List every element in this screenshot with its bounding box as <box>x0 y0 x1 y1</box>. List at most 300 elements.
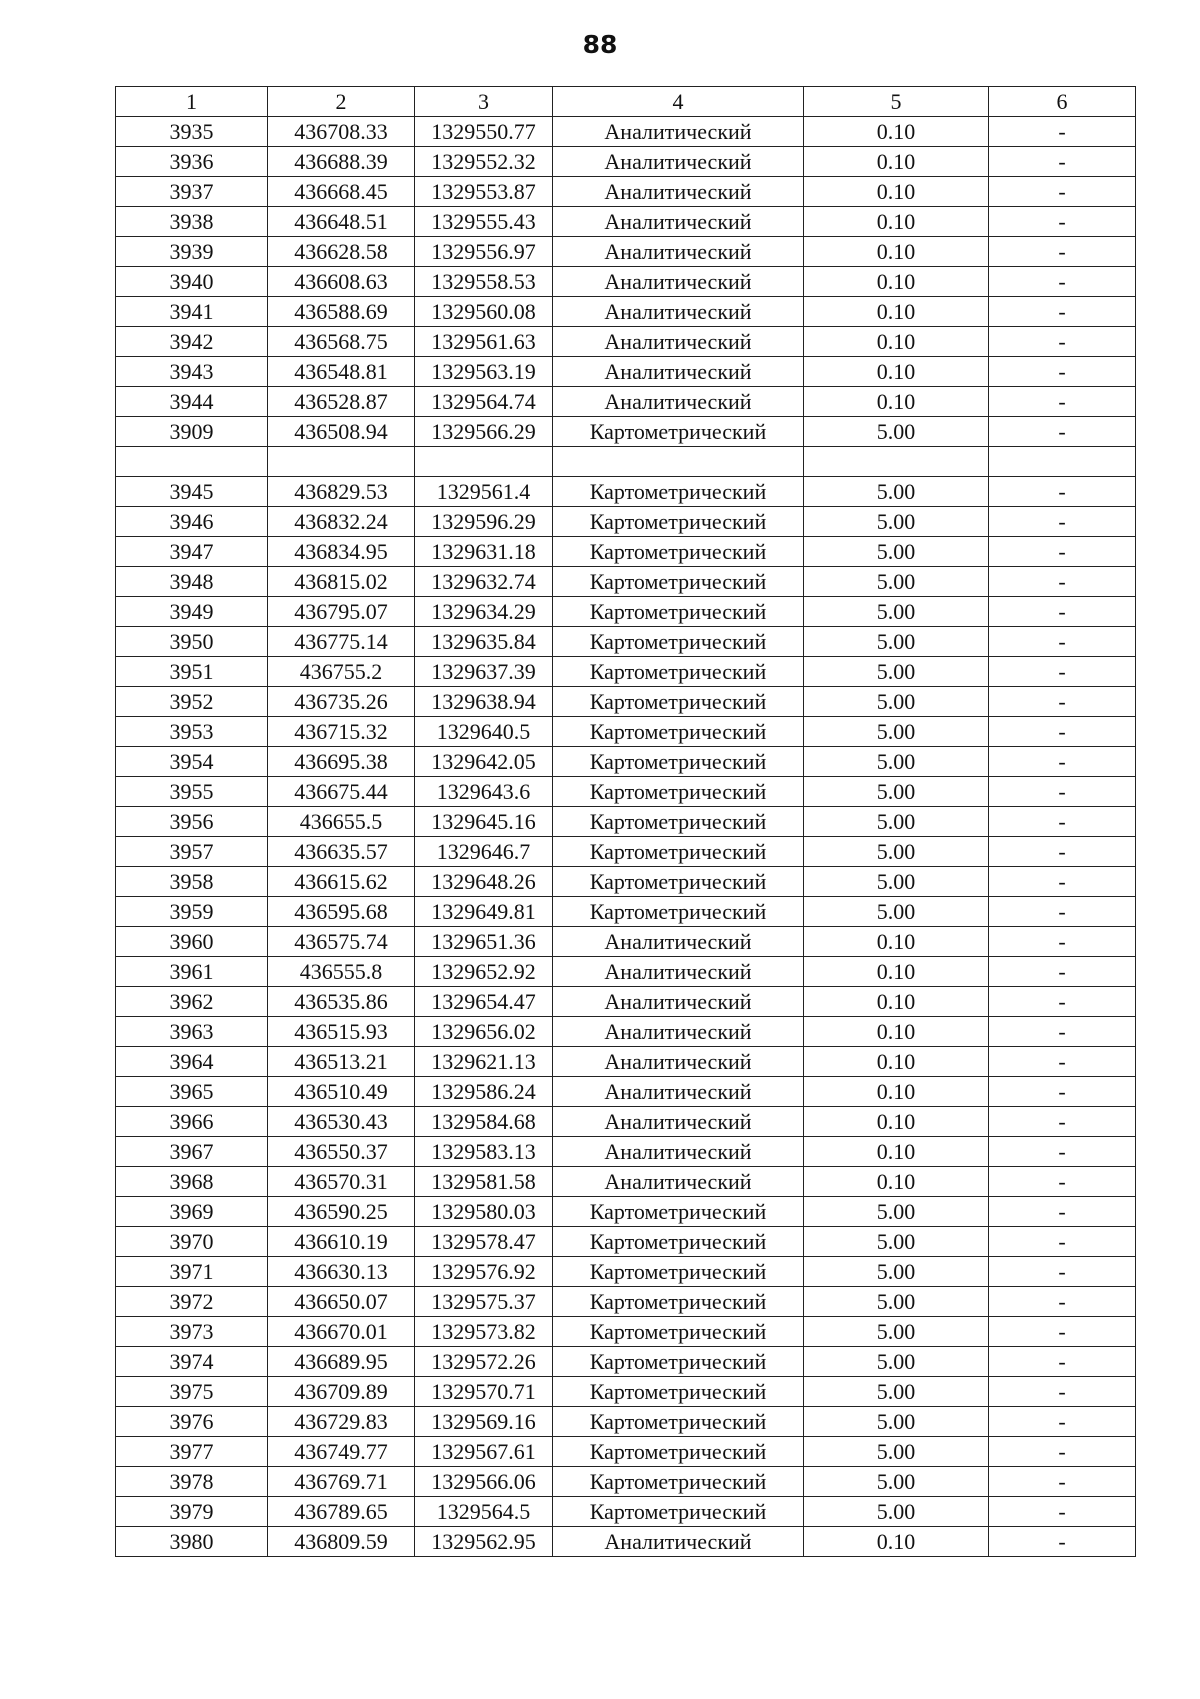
x-coordinate-cell: 436755.2 <box>268 657 415 687</box>
note-cell: - <box>989 147 1136 177</box>
point-number-cell: 3978 <box>116 1467 268 1497</box>
method-cell: Картометрический <box>553 1317 804 1347</box>
point-number-cell: 3949 <box>116 597 268 627</box>
table-row <box>116 867 1136 897</box>
x-coordinate-cell: 436735.26 <box>268 687 415 717</box>
method-cell: Аналитический <box>553 1527 804 1557</box>
point-number-cell: 3969 <box>116 1197 268 1227</box>
x-coordinate-cell: 436615.62 <box>268 867 415 897</box>
point-number-cell: 3938 <box>116 207 268 237</box>
x-coordinate-cell: 436834.95 <box>268 537 415 567</box>
table-row <box>116 987 1136 1017</box>
x-coordinate-cell: 436809.59 <box>268 1527 415 1557</box>
accuracy-cell: 5.00 <box>804 897 989 927</box>
method-cell: Аналитический <box>553 357 804 387</box>
point-number-cell: 3955 <box>116 777 268 807</box>
y-coordinate-cell: 1329656.02 <box>415 1017 553 1047</box>
table-row <box>116 1047 1136 1077</box>
table-row <box>116 837 1136 867</box>
note-cell: - <box>989 1047 1136 1077</box>
y-coordinate-cell: 1329563.19 <box>415 357 553 387</box>
note-cell <box>989 447 1136 477</box>
method-cell: Картометрический <box>553 867 804 897</box>
x-coordinate-cell: 436815.02 <box>268 567 415 597</box>
y-coordinate-cell: 1329552.32 <box>415 147 553 177</box>
y-coordinate-cell: 1329637.39 <box>415 657 553 687</box>
note-cell: - <box>989 567 1136 597</box>
y-coordinate-cell: 1329569.16 <box>415 1407 553 1437</box>
table-row <box>116 1407 1136 1437</box>
x-coordinate-cell: 436709.89 <box>268 1377 415 1407</box>
accuracy-cell: 0.10 <box>804 387 989 417</box>
note-cell: - <box>989 837 1136 867</box>
method-cell: Аналитический <box>553 207 804 237</box>
table-row <box>116 297 1136 327</box>
table-row <box>116 147 1136 177</box>
point-number-cell: 3976 <box>116 1407 268 1437</box>
y-coordinate-cell: 1329570.71 <box>415 1377 553 1407</box>
x-coordinate-cell: 436668.45 <box>268 177 415 207</box>
table-row <box>116 597 1136 627</box>
y-coordinate-cell: 1329567.61 <box>415 1437 553 1467</box>
x-coordinate-cell: 436550.37 <box>268 1137 415 1167</box>
table-row <box>116 657 1136 687</box>
accuracy-cell: 0.10 <box>804 1047 989 1077</box>
y-coordinate-cell: 1329576.92 <box>415 1257 553 1287</box>
column-header-1: 1 <box>116 87 268 117</box>
table-row <box>116 747 1136 777</box>
table-row <box>116 537 1136 567</box>
note-cell: - <box>989 1167 1136 1197</box>
y-coordinate-cell: 1329573.82 <box>415 1317 553 1347</box>
point-number-cell: 3944 <box>116 387 268 417</box>
x-coordinate-cell: 436715.32 <box>268 717 415 747</box>
table-row <box>116 807 1136 837</box>
x-coordinate-cell: 436568.75 <box>268 327 415 357</box>
point-number-cell: 3945 <box>116 477 268 507</box>
method-cell: Картометрический <box>553 1407 804 1437</box>
accuracy-cell: 0.10 <box>804 267 989 297</box>
y-coordinate-cell: 1329581.58 <box>415 1167 553 1197</box>
method-cell: Картометрический <box>553 657 804 687</box>
method-cell: Аналитический <box>553 1107 804 1137</box>
accuracy-cell: 5.00 <box>804 1467 989 1497</box>
table-row <box>116 1257 1136 1287</box>
table-row <box>116 477 1136 507</box>
y-coordinate-cell: 1329645.16 <box>415 807 553 837</box>
table-row <box>116 327 1136 357</box>
y-coordinate-cell: 1329580.03 <box>415 1197 553 1227</box>
table-row <box>116 1467 1136 1497</box>
note-cell: - <box>989 597 1136 627</box>
accuracy-cell: 0.10 <box>804 207 989 237</box>
accuracy-cell: 5.00 <box>804 1227 989 1257</box>
point-number-cell: 3956 <box>116 807 268 837</box>
method-cell: Картометрический <box>553 747 804 777</box>
note-cell: - <box>989 1107 1136 1137</box>
accuracy-cell: 5.00 <box>804 1197 989 1227</box>
x-coordinate-cell: 436610.19 <box>268 1227 415 1257</box>
method-cell <box>553 447 804 477</box>
column-header-2: 2 <box>268 87 415 117</box>
note-cell: - <box>989 807 1136 837</box>
note-cell: - <box>989 1017 1136 1047</box>
x-coordinate-cell: 436635.57 <box>268 837 415 867</box>
y-coordinate-cell: 1329632.74 <box>415 567 553 597</box>
table-row <box>116 1497 1136 1527</box>
point-number-cell <box>116 447 268 477</box>
table-row <box>116 447 1136 477</box>
accuracy-cell: 0.10 <box>804 327 989 357</box>
note-cell: - <box>989 957 1136 987</box>
note-cell: - <box>989 1377 1136 1407</box>
table-row <box>116 1197 1136 1227</box>
y-coordinate-cell: 1329572.26 <box>415 1347 553 1377</box>
accuracy-cell: 5.00 <box>804 567 989 597</box>
note-cell: - <box>989 627 1136 657</box>
method-cell: Картометрический <box>553 597 804 627</box>
table-row <box>116 237 1136 267</box>
column-header-4: 4 <box>553 87 804 117</box>
point-number-cell: 3972 <box>116 1287 268 1317</box>
point-number-cell: 3946 <box>116 507 268 537</box>
method-cell: Картометрический <box>553 1437 804 1467</box>
method-cell: Картометрический <box>553 1467 804 1497</box>
method-cell: Аналитический <box>553 1167 804 1197</box>
table-row <box>116 387 1136 417</box>
table-row <box>116 1227 1136 1257</box>
y-coordinate-cell: 1329640.5 <box>415 717 553 747</box>
accuracy-cell: 0.10 <box>804 1077 989 1107</box>
y-coordinate-cell: 1329649.81 <box>415 897 553 927</box>
accuracy-cell <box>804 447 989 477</box>
point-number-cell: 3909 <box>116 417 268 447</box>
point-number-cell: 3971 <box>116 1257 268 1287</box>
accuracy-cell: 5.00 <box>804 807 989 837</box>
table-row <box>116 777 1136 807</box>
method-cell: Картометрический <box>553 777 804 807</box>
method-cell: Картометрический <box>553 1377 804 1407</box>
note-cell: - <box>989 207 1136 237</box>
point-number-cell: 3950 <box>116 627 268 657</box>
note-cell: - <box>989 1077 1136 1107</box>
note-cell: - <box>989 1467 1136 1497</box>
x-coordinate-cell: 436508.94 <box>268 417 415 447</box>
table-row <box>116 1077 1136 1107</box>
point-number-cell: 3948 <box>116 567 268 597</box>
point-number-cell: 3961 <box>116 957 268 987</box>
method-cell: Аналитический <box>553 1017 804 1047</box>
accuracy-cell: 5.00 <box>804 537 989 567</box>
method-cell: Картометрический <box>553 1497 804 1527</box>
method-cell: Картометрический <box>553 1347 804 1377</box>
method-cell: Аналитический <box>553 1047 804 1077</box>
accuracy-cell: 0.10 <box>804 1137 989 1167</box>
table-header-row <box>116 87 1136 117</box>
accuracy-cell: 5.00 <box>804 1347 989 1377</box>
accuracy-cell: 0.10 <box>804 1017 989 1047</box>
note-cell: - <box>989 267 1136 297</box>
note-cell: - <box>989 1287 1136 1317</box>
point-number-cell: 3965 <box>116 1077 268 1107</box>
accuracy-cell: 0.10 <box>804 237 989 267</box>
y-coordinate-cell: 1329564.5 <box>415 1497 553 1527</box>
method-cell: Аналитический <box>553 387 804 417</box>
coordinates-table <box>115 86 1136 1557</box>
note-cell: - <box>989 867 1136 897</box>
y-coordinate-cell: 1329553.87 <box>415 177 553 207</box>
method-cell: Картометрический <box>553 897 804 927</box>
method-cell: Аналитический <box>553 117 804 147</box>
method-cell: Картометрический <box>553 567 804 597</box>
accuracy-cell: 0.10 <box>804 987 989 1017</box>
point-number-cell: 3977 <box>116 1437 268 1467</box>
point-number-cell: 3975 <box>116 1377 268 1407</box>
x-coordinate-cell: 436675.44 <box>268 777 415 807</box>
x-coordinate-cell: 436655.5 <box>268 807 415 837</box>
table-row <box>116 1527 1136 1557</box>
y-coordinate-cell: 1329578.47 <box>415 1227 553 1257</box>
note-cell: - <box>989 297 1136 327</box>
accuracy-cell: 0.10 <box>804 357 989 387</box>
point-number-cell: 3970 <box>116 1227 268 1257</box>
accuracy-cell: 5.00 <box>804 747 989 777</box>
accuracy-cell: 5.00 <box>804 837 989 867</box>
x-coordinate-cell: 436510.49 <box>268 1077 415 1107</box>
note-cell: - <box>989 417 1136 447</box>
point-number-cell: 3935 <box>116 117 268 147</box>
x-coordinate-cell: 436670.01 <box>268 1317 415 1347</box>
x-coordinate-cell: 436590.25 <box>268 1197 415 1227</box>
method-cell: Картометрический <box>553 417 804 447</box>
method-cell: Аналитический <box>553 987 804 1017</box>
y-coordinate-cell: 1329586.24 <box>415 1077 553 1107</box>
method-cell: Аналитический <box>553 177 804 207</box>
x-coordinate-cell: 436775.14 <box>268 627 415 657</box>
note-cell: - <box>989 657 1136 687</box>
note-cell: - <box>989 1347 1136 1377</box>
y-coordinate-cell: 1329654.47 <box>415 987 553 1017</box>
point-number-cell: 3963 <box>116 1017 268 1047</box>
note-cell: - <box>989 477 1136 507</box>
table-row <box>116 267 1136 297</box>
table-row <box>116 507 1136 537</box>
accuracy-cell: 5.00 <box>804 477 989 507</box>
note-cell: - <box>989 387 1136 417</box>
note-cell: - <box>989 1227 1136 1257</box>
y-coordinate-cell: 1329562.95 <box>415 1527 553 1557</box>
column-header-3: 3 <box>415 87 553 117</box>
method-cell: Аналитический <box>553 297 804 327</box>
table-row <box>116 207 1136 237</box>
x-coordinate-cell: 436708.33 <box>268 117 415 147</box>
x-coordinate-cell: 436535.86 <box>268 987 415 1017</box>
y-coordinate-cell: 1329564.74 <box>415 387 553 417</box>
method-cell: Картометрический <box>553 837 804 867</box>
method-cell: Аналитический <box>553 1077 804 1107</box>
note-cell: - <box>989 1437 1136 1467</box>
accuracy-cell: 5.00 <box>804 1497 989 1527</box>
x-coordinate-cell: 436832.24 <box>268 507 415 537</box>
accuracy-cell: 5.00 <box>804 657 989 687</box>
accuracy-cell: 0.10 <box>804 927 989 957</box>
accuracy-cell: 0.10 <box>804 957 989 987</box>
note-cell: - <box>989 1137 1136 1167</box>
y-coordinate-cell: 1329561.63 <box>415 327 553 357</box>
x-coordinate-cell: 436689.95 <box>268 1347 415 1377</box>
method-cell: Аналитический <box>553 237 804 267</box>
point-number-cell: 3941 <box>116 297 268 327</box>
method-cell: Аналитический <box>553 927 804 957</box>
x-coordinate-cell <box>268 447 415 477</box>
y-coordinate-cell: 1329621.13 <box>415 1047 553 1077</box>
point-number-cell: 3954 <box>116 747 268 777</box>
column-header-5: 5 <box>804 87 989 117</box>
x-coordinate-cell: 436749.77 <box>268 1437 415 1467</box>
point-number-cell: 3966 <box>116 1107 268 1137</box>
table-row <box>116 927 1136 957</box>
x-coordinate-cell: 436515.93 <box>268 1017 415 1047</box>
y-coordinate-cell: 1329638.94 <box>415 687 553 717</box>
point-number-cell: 3937 <box>116 177 268 207</box>
x-coordinate-cell: 436829.53 <box>268 477 415 507</box>
x-coordinate-cell: 436548.81 <box>268 357 415 387</box>
table-row <box>116 627 1136 657</box>
table-row <box>116 1137 1136 1167</box>
accuracy-cell: 5.00 <box>804 1317 989 1347</box>
note-cell: - <box>989 1257 1136 1287</box>
x-coordinate-cell: 436528.87 <box>268 387 415 417</box>
x-coordinate-cell: 436769.71 <box>268 1467 415 1497</box>
table-row <box>116 1017 1136 1047</box>
y-coordinate-cell: 1329566.29 <box>415 417 553 447</box>
table-row <box>116 717 1136 747</box>
x-coordinate-cell: 436628.58 <box>268 237 415 267</box>
table-row <box>116 357 1136 387</box>
y-coordinate-cell: 1329550.77 <box>415 117 553 147</box>
note-cell: - <box>989 687 1136 717</box>
column-header-6: 6 <box>989 87 1136 117</box>
point-number-cell: 3943 <box>116 357 268 387</box>
point-number-cell: 3952 <box>116 687 268 717</box>
accuracy-cell: 0.10 <box>804 117 989 147</box>
x-coordinate-cell: 436688.39 <box>268 147 415 177</box>
table-row <box>116 177 1136 207</box>
y-coordinate-cell: 1329635.84 <box>415 627 553 657</box>
y-coordinate-cell: 1329642.05 <box>415 747 553 777</box>
y-coordinate-cell: 1329643.6 <box>415 777 553 807</box>
point-number-cell: 3951 <box>116 657 268 687</box>
note-cell: - <box>989 1407 1136 1437</box>
accuracy-cell: 5.00 <box>804 1437 989 1467</box>
note-cell: - <box>989 537 1136 567</box>
point-number-cell: 3947 <box>116 537 268 567</box>
x-coordinate-cell: 436530.43 <box>268 1107 415 1137</box>
point-number-cell: 3957 <box>116 837 268 867</box>
table-body <box>116 117 1136 1557</box>
x-coordinate-cell: 436729.83 <box>268 1407 415 1437</box>
x-coordinate-cell: 436648.51 <box>268 207 415 237</box>
y-coordinate-cell: 1329575.37 <box>415 1287 553 1317</box>
accuracy-cell: 0.10 <box>804 297 989 327</box>
x-coordinate-cell: 436595.68 <box>268 897 415 927</box>
point-number-cell: 3968 <box>116 1167 268 1197</box>
method-cell: Аналитический <box>553 327 804 357</box>
point-number-cell: 3973 <box>116 1317 268 1347</box>
point-number-cell: 3936 <box>116 147 268 177</box>
method-cell: Картометрический <box>553 717 804 747</box>
table-row <box>116 117 1136 147</box>
note-cell: - <box>989 897 1136 927</box>
note-cell: - <box>989 747 1136 777</box>
point-number-cell: 3940 <box>116 267 268 297</box>
accuracy-cell: 5.00 <box>804 1257 989 1287</box>
x-coordinate-cell: 436575.74 <box>268 927 415 957</box>
x-coordinate-cell: 436570.31 <box>268 1167 415 1197</box>
note-cell: - <box>989 1527 1136 1557</box>
note-cell: - <box>989 357 1136 387</box>
accuracy-cell: 5.00 <box>804 1407 989 1437</box>
method-cell: Картометрический <box>553 1197 804 1227</box>
y-coordinate-cell <box>415 447 553 477</box>
note-cell: - <box>989 1197 1136 1227</box>
method-cell: Аналитический <box>553 957 804 987</box>
note-cell: - <box>989 777 1136 807</box>
x-coordinate-cell: 436789.65 <box>268 1497 415 1527</box>
table-row <box>116 1167 1136 1197</box>
table-row <box>116 1437 1136 1467</box>
note-cell: - <box>989 117 1136 147</box>
accuracy-cell: 5.00 <box>804 627 989 657</box>
y-coordinate-cell: 1329555.43 <box>415 207 553 237</box>
method-cell: Картометрический <box>553 537 804 567</box>
method-cell: Картометрический <box>553 507 804 537</box>
y-coordinate-cell: 1329651.36 <box>415 927 553 957</box>
method-cell: Картометрический <box>553 477 804 507</box>
point-number-cell: 3979 <box>116 1497 268 1527</box>
point-number-cell: 3960 <box>116 927 268 957</box>
point-number-cell: 3953 <box>116 717 268 747</box>
table-row <box>116 897 1136 927</box>
accuracy-cell: 5.00 <box>804 507 989 537</box>
point-number-cell: 3959 <box>116 897 268 927</box>
y-coordinate-cell: 1329566.06 <box>415 1467 553 1497</box>
table-row <box>116 417 1136 447</box>
accuracy-cell: 0.10 <box>804 1527 989 1557</box>
point-number-cell: 3967 <box>116 1137 268 1167</box>
y-coordinate-cell: 1329584.68 <box>415 1107 553 1137</box>
note-cell: - <box>989 327 1136 357</box>
point-number-cell: 3980 <box>116 1527 268 1557</box>
accuracy-cell: 5.00 <box>804 597 989 627</box>
x-coordinate-cell: 436695.38 <box>268 747 415 777</box>
point-number-cell: 3939 <box>116 237 268 267</box>
page-number: 88 <box>582 30 618 59</box>
point-number-cell: 3958 <box>116 867 268 897</box>
y-coordinate-cell: 1329648.26 <box>415 867 553 897</box>
y-coordinate-cell: 1329556.97 <box>415 237 553 267</box>
point-number-cell: 3974 <box>116 1347 268 1377</box>
accuracy-cell: 5.00 <box>804 867 989 897</box>
table-row <box>116 1317 1136 1347</box>
accuracy-cell: 5.00 <box>804 1287 989 1317</box>
accuracy-cell: 5.00 <box>804 717 989 747</box>
y-coordinate-cell: 1329558.53 <box>415 267 553 297</box>
y-coordinate-cell: 1329631.18 <box>415 537 553 567</box>
note-cell: - <box>989 507 1136 537</box>
x-coordinate-cell: 436555.8 <box>268 957 415 987</box>
y-coordinate-cell: 1329560.08 <box>415 297 553 327</box>
